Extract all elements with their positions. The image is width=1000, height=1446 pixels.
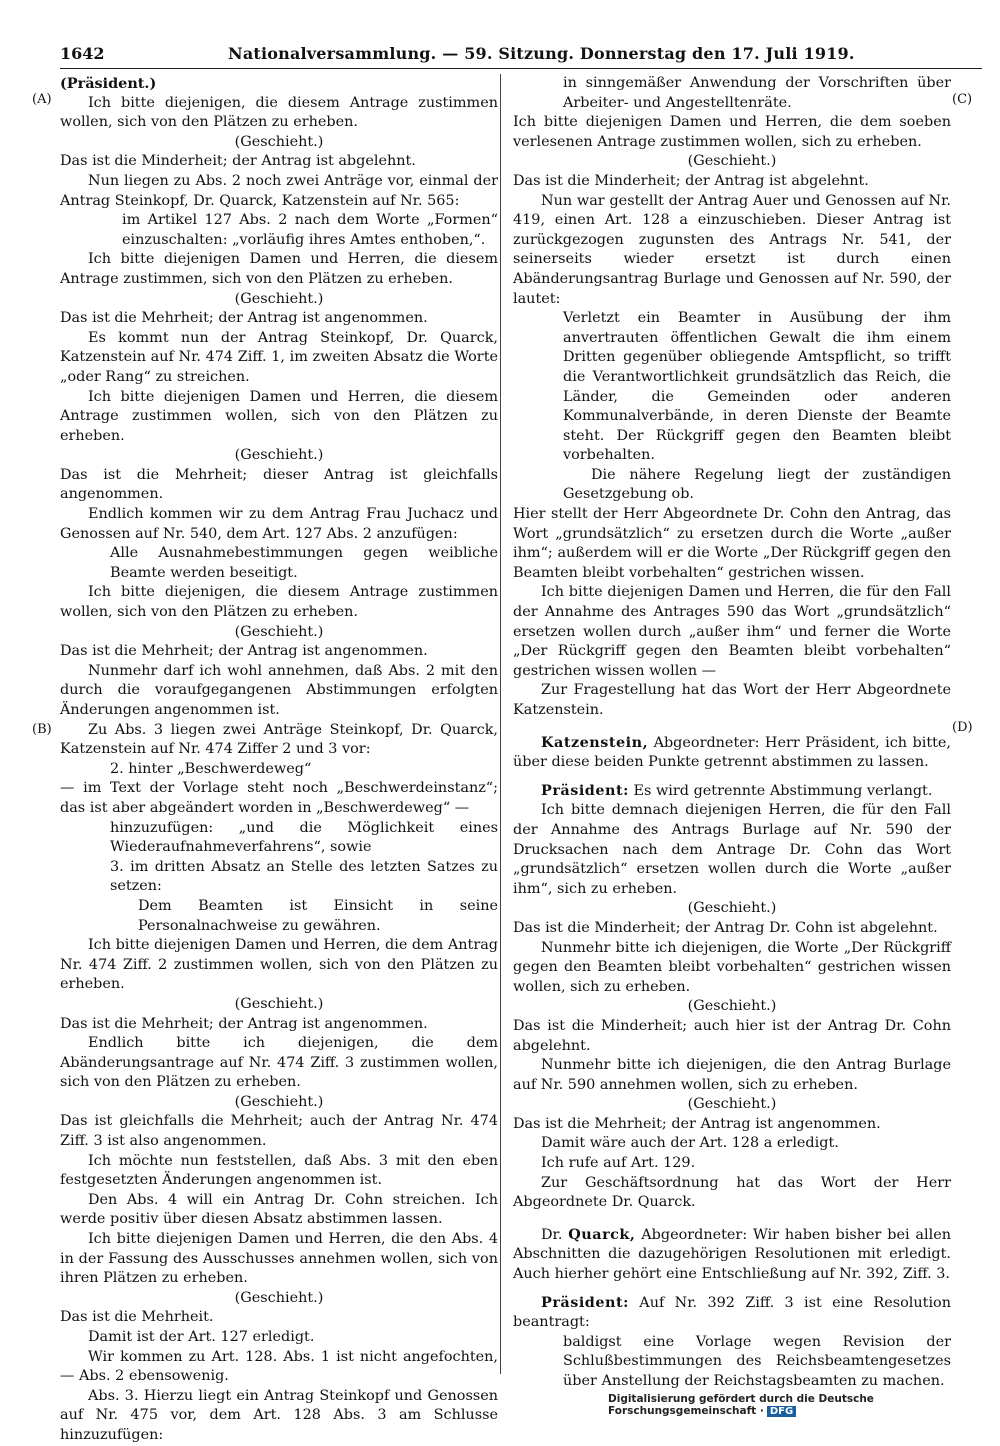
quoted-motion: Verletzt ein Beamter in Ausübung der ihm anvertrauten öffentlichen Gewalt die ihm einem Dritten gegenüber obliegende Amtspflicht, so trifft die Verantwortlichkeit grundsätzlich das Reich, die Länder, die Gemeinden oder anderen Kommunalverbände, in deren Dienste der Beamte steht. Der Rückgriff gegen den Beamten bleibt vorbehalten. (563, 310, 951, 464)
quoted-motion: baldigst eine Vorlage wegen Revision der Schlußbestimmungen des Reichsbeamtengesetzes über Anstellung der Reichstagsbeamten zu machen. (563, 1333, 951, 1389)
paragraph: Nunmehr bitte ich diejenigen, die Worte „Der Rückgriff gegen den Beamten bleibt vorbehalten“ gestrichen wissen wollen, sich zu erheben. (513, 939, 951, 995)
paragraph: Nun war gestellt der Antrag Auer und Genossen auf Nr. 419, einen Art. 128 a einzuschieben. Dieser Antrag ist zurückgezogen zugunsten des Antrags Nr. 541, der seinerseits wieder ersetzt ist durch einen Abänderungsantrag Burlage und Genossen auf Nr. 590, der lautet: (513, 192, 951, 307)
speaker-name: Quarck, (568, 1225, 636, 1243)
paragraph: Nunmehr darf ich wohl annehmen, daß Abs. 2 mit den durch die voraufgegangenen Abstimmungen erfolgten Änderungen angenommen ist. (60, 662, 498, 718)
paragraph: Zur Fragestellung hat das Wort der Herr Abgeordnete Katzenstein. (513, 682, 951, 718)
paragraph: Ich bitte diejenigen Damen und Herren, die diesem Antrage zustimmen wollen, sich von den Plätzen zu erheben. (60, 388, 498, 444)
paragraph: Das ist die Mehrheit; der Antrag ist angenommen. (60, 310, 428, 327)
paragraph: Hier stellt der Herr Abgeordnete Dr. Cohn den Antrag, das Wort „grundsätzlich“ zu ersetzen durch die Worte „außer ihm“; außerdem will er die Worte „Der Rückgriff gegen den Beamten bleibt vorbehalten“ gestrichen wissen. (513, 506, 951, 581)
quoted-motion: in sinngemäßer Anwendung der Vorschriften über Arbeiter- und Angestelltenräte. (563, 75, 951, 111)
speech-text: Es wird getrennte Abstimmung verlangt. (633, 782, 933, 799)
paragraph: Das ist die Minderheit; der Antrag ist abgelehnt. (513, 172, 869, 189)
list-item: 2. hinter „Beschwerdeweg“ (110, 760, 312, 777)
paragraph: Endlich bitte ich diejenigen, die dem Abänderungsantrage auf Nr. 474 Ziff. 3 zustimmen wollen, sich von den Plätzen zu erheben. (60, 1035, 498, 1091)
paragraph: Das ist die Mehrheit; der Antrag ist angenommen. (60, 1015, 428, 1032)
paragraph: Das ist die Mehrheit; dieser Antrag ist gleichfalls angenommen. (60, 466, 498, 503)
margin-letter-c: (C) (952, 92, 973, 107)
list-item: 3. im dritten Absatz an Stelle des letzten Satzes zu setzen: (110, 858, 498, 895)
margin-letter-a: (A) (32, 92, 52, 107)
stage-direction: (Geschieht.) (234, 995, 324, 1012)
speech-praesident (513, 1293, 951, 1333)
paragraph: Wir kommen zu Art. 128. Abs. 1 ist nicht angefochten, — Abs. 2 ebensowenig. (60, 1348, 498, 1385)
paragraph: Ich bitte diejenigen Damen und Herren, die dem Antrag Nr. 474 Ziff. 2 zustimmen wollen, sich von den Plätzen zu erheben. (60, 937, 498, 993)
paragraph: Nun liegen zu Abs. 2 noch zwei Anträge vor, einmal der Antrag Steinkopf, Dr. Quarck, Katzenstein auf Nr. 565: (60, 172, 498, 209)
paragraph: Ich bitte diejenigen, die diesem Antrage zustimmen wollen, sich von den Plätzen zu erheben. (60, 94, 498, 131)
quoted-motion: Die nähere Regelung liegt der zuständigen Gesetzgebung ob. (563, 466, 951, 503)
paragraph: Ich bitte diejenigen, die diesem Antrage zustimmen wollen, sich von den Plätzen zu erheben. (60, 584, 498, 621)
stage-direction: (Geschieht.) (687, 1096, 777, 1113)
footer-text: Digitalisierung gefördert durch die Deutsche Forschungsgemeinschaft · (608, 1393, 874, 1417)
page-header (60, 44, 982, 69)
dfg-logo: DFG (767, 1406, 796, 1417)
paragraph: Das ist die Minderheit; der Antrag ist abgelehnt. (60, 153, 416, 170)
column-divider (500, 74, 501, 1374)
paragraph: Das ist die Mehrheit. (60, 1309, 214, 1326)
stage-direction: (Geschieht.) (234, 623, 324, 640)
speaker-name: Katzenstein, (541, 733, 649, 751)
paragraph: Zur Geschäftsordnung hat das Wort der Herr Abgeordnete Dr. Quarck. (513, 1174, 951, 1211)
paragraph: Das ist die Minderheit; der Antrag Dr. Cohn ist abgelehnt. (513, 919, 938, 936)
page-number: 1642 (60, 44, 105, 63)
speech-quarck (513, 1225, 951, 1285)
paragraph: Das ist die Mehrheit; der Antrag ist angenommen. (60, 643, 428, 660)
paragraph: Den Abs. 4 will ein Antrag Dr. Cohn streichen. Ich werde positiv über diesen Absatz abstimmen lassen. (60, 1191, 498, 1228)
margin-letter-b: (B) (32, 722, 52, 737)
speech-text: Auf Nr. 392 Ziff. 3 ist eine Resolution beantragt: (513, 1294, 951, 1331)
paragraph: Es kommt nun der Antrag Steinkopf, Dr. Quarck, Katzenstein auf Nr. 474 Ziff. 1, im zweiten Absatz die Worte „oder Rang“ zu streichen. (60, 329, 498, 385)
quoted-motion: im Artikel 127 Abs. 2 nach dem Worte „Formen“ einzuschalten: „vorläufig ihres Amtes enthoben,“. (122, 212, 498, 248)
speech-praesident (513, 781, 951, 802)
paragraph: Zu Abs. 3 liegen zwei Anträge Steinkopf, Dr. Quarck, Katzenstein auf Nr. 474 Ziffer 2 und 3 vor: (60, 721, 498, 758)
paragraph: Ich bitte diejenigen Damen und Herren, die für den Fall der Annahme des Antrages 590 das Wort „grundsätzlich“ ersetzen wollen durch „außer ihm“ und ferner die Worte „Der Rückgriff gegen den Beamten bleibt vorbehalten“ gestrichen wissen wollen — (513, 584, 951, 679)
footer-credit (608, 1393, 1000, 1417)
speaker-prefix: Dr. (541, 1226, 563, 1243)
paragraph: Ich bitte demnach diejenigen Herren, die für den Fall der Annahme des Antrags Burlage auf Nr. 590 der Drucksachen nach dem Antrage Dr. Cohn das Wort „grundsätzlich“ ersetzen wollen durch die Worte „außer ihm“, sich zu erheben. (513, 802, 951, 897)
right-column (513, 74, 951, 1392)
stage-direction: (Geschieht.) (687, 153, 777, 170)
paragraph: Das ist gleichfalls die Mehrheit; auch der Antrag Nr. 474 Ziff. 3 ist also angenommen. (60, 1113, 498, 1150)
speaker-heading: (Präsident.) (60, 75, 157, 92)
quoted-motion: Alle Ausnahmebestimmungen gegen weibliche Beamte werden beseitigt. (110, 545, 498, 581)
paragraph: Abs. 3. Hierzu liegt ein Antrag Steinkopf und Genossen auf Nr. 475 vor, dem Art. 128 Abs. 3 am Schlusse hinzuzufügen: (60, 1387, 498, 1443)
paragraph: Ich möchte nun feststellen, daß Abs. 3 mit den eben festgesetzten Änderungen angenommen ist. (60, 1152, 498, 1189)
stage-direction: (Geschieht.) (234, 1093, 324, 1110)
stage-direction: (Geschieht.) (687, 900, 777, 917)
speaker-name: Präsident: (541, 1293, 629, 1311)
stage-direction: (Geschieht.) (234, 447, 324, 464)
paragraph: Das ist die Mehrheit; der Antrag ist angenommen. (513, 1115, 881, 1132)
running-title: Nationalversammlung. — 59. Sitzung. Donnerstag den 17. Juli 1919. (228, 44, 855, 63)
speech-katzenstein (513, 733, 951, 773)
speech-text: Abgeordneter: Wir haben bisher bei allen Abschnitten die dazugehörigen Resolutionen mit erledigt. Auch hierher gehört eine Entschließung auf Nr. 392, Ziff. 3. (513, 1226, 951, 1283)
stage-direction: (Geschieht.) (234, 133, 324, 150)
stage-direction: (Geschieht.) (234, 290, 324, 307)
paragraph: Damit wäre auch der Art. 128 a erledigt. (541, 1135, 839, 1152)
quoted-motion: Dem Beamten ist Einsicht in seine Personalnachweise zu gewähren. (138, 897, 498, 934)
margin-letter-d: (D) (952, 720, 973, 735)
paragraph: Damit ist der Art. 127 erledigt. (88, 1329, 315, 1345)
paragraph: — im Text der Vorlage steht noch „Beschwerdeinstanz“; das ist aber abgeändert worden in „Beschwerdeweg“ — (60, 780, 498, 816)
paragraph: Das ist die Minderheit; auch hier ist der Antrag Dr. Cohn abgelehnt. (513, 1017, 951, 1054)
paragraph: Ich bitte diejenigen Damen und Herren, die diesem Antrage zustimmen, sich von den Plätzen zu erheben. (60, 251, 498, 287)
quoted-motion: hinzuzufügen: „und die Möglichkeit eines Wiederaufnahmeverfahrens“, sowie (110, 819, 498, 856)
paragraph: Endlich kommen wir zu dem Antrag Frau Juchacz und Genossen auf Nr. 540, dem Art. 127 Abs. 2 anzufügen: (60, 506, 498, 542)
speech-text: Abgeordneter: Herr Präsident, ich bitte, über diese beiden Punkte getrennt abstimmen zu lassen. (513, 734, 951, 771)
paragraph: Ich bitte diejenigen Damen und Herren, die dem soeben verlesenen Antrage zustimmen wollen, sich zu erheben. (513, 114, 951, 150)
paragraph: Ich rufe auf Art. 129. (541, 1155, 696, 1172)
paragraph: Ich bitte diejenigen Damen und Herren, die den Abs. 4 in der Fassung des Ausschusses annehmen wollen, sich von ihren Plätzen zu erheben. (60, 1231, 498, 1287)
stage-direction: (Geschieht.) (687, 998, 777, 1015)
paragraph: Nunmehr bitte ich diejenigen, die den Antrag Burlage auf Nr. 590 annehmen wollen, sich zu erheben. (513, 1057, 951, 1093)
stage-direction: (Geschieht.) (234, 1289, 324, 1306)
speaker-name: Präsident: (541, 781, 629, 799)
left-column (60, 74, 498, 1446)
